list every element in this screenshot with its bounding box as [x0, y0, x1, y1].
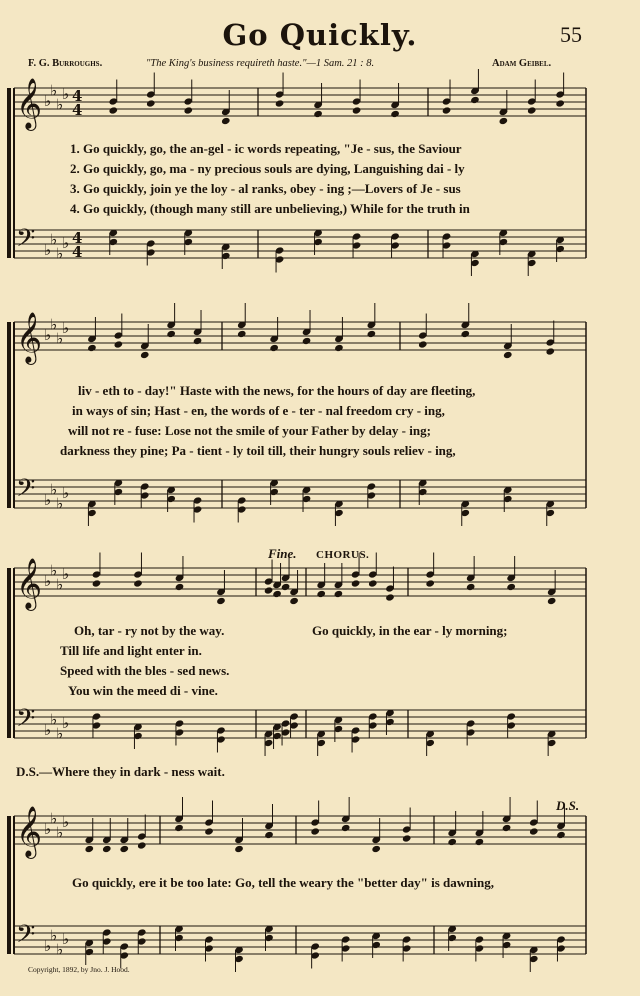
note-head	[193, 337, 203, 345]
treble-clef: 𝄞	[16, 312, 43, 363]
flat-sign: ♭	[62, 930, 70, 948]
flat-sign: ♭	[56, 823, 64, 842]
flat-sign: ♭	[44, 326, 52, 344]
flat-sign: ♭	[44, 92, 52, 110]
note-head	[503, 351, 513, 359]
ds-instruction: D.S.—Where they in dark - ness wait.	[16, 764, 225, 779]
chorus-line-2: Go quickly, ere it be too late: Go, tell the weary the "better day" is dawning,	[72, 875, 494, 890]
bass-clef: 𝄢	[16, 224, 36, 259]
verse-1-line-3: Oh, tar - ry not by the way.	[74, 623, 225, 638]
flat-sign: ♭	[50, 81, 58, 100]
note-head	[555, 99, 565, 107]
verse-3-line-2: will not re - fuse: Lose not the smile of your Father by delay - ing;	[68, 423, 431, 438]
flat-sign: ♭	[56, 329, 64, 348]
system-brace	[7, 322, 11, 508]
flat-sign: ♭	[50, 315, 58, 334]
note-head	[425, 579, 435, 587]
note-head	[313, 110, 323, 118]
note-head	[137, 841, 147, 849]
note-head	[556, 831, 566, 839]
note-head	[310, 827, 320, 835]
flat-sign: ♭	[62, 319, 70, 337]
note-head	[275, 99, 285, 107]
verse-4-line-1: 4. Go quickly, (though many still are unbelieving,) While for the truth in	[70, 201, 470, 216]
note-head	[174, 824, 184, 832]
note-head	[84, 845, 94, 853]
note-head	[470, 96, 480, 104]
note-head	[368, 579, 378, 587]
system-brace	[7, 816, 11, 954]
flat-sign: ♭	[50, 561, 58, 580]
flat-sign: ♭	[50, 710, 58, 729]
note-head	[475, 838, 485, 846]
treble-clef: 𝄞	[16, 78, 43, 129]
note-head	[316, 590, 326, 598]
note-head	[140, 351, 150, 359]
note-head	[102, 845, 112, 853]
verse-3-line-3: Speed with the bles - sed news.	[60, 663, 230, 678]
note-head	[334, 344, 344, 352]
note-head	[506, 583, 516, 591]
flat-sign: ♭	[44, 820, 52, 838]
system-brace	[7, 568, 11, 738]
flat-sign: ♭	[62, 234, 70, 252]
verse-1-line-2: liv - eth to - day!" Haste with the news, for the hours of day are fleeting,	[78, 383, 476, 398]
note-head	[264, 586, 274, 594]
note-head	[402, 834, 412, 842]
flat-sign: ♭	[62, 484, 70, 502]
page-number: 55	[560, 22, 582, 47]
note-head	[502, 824, 512, 832]
note-head	[92, 579, 102, 587]
verse-4-line-2: darkness they pine; Pa - tient - ly toil till, their hungry souls reliev - ing,	[60, 443, 456, 458]
note-head	[216, 597, 226, 605]
verse-3-line-1: 3. Go quickly, join ye the loy - al ranks, obey - ing ;—Lovers of Je - sus	[70, 181, 461, 196]
note-head	[119, 845, 129, 853]
time-signature-digit: 4	[72, 101, 83, 119]
hymn-title: Go Quickly.	[222, 18, 418, 52]
note-head	[87, 344, 97, 352]
time-signature-digit: 4	[72, 87, 83, 105]
note-head	[466, 583, 476, 591]
note-head	[146, 99, 156, 107]
note-head	[371, 845, 381, 853]
note-head	[234, 845, 244, 853]
verse-2-line-2: in ways of sin; Hast - en, the words of e - ter - nal freedom cry - ing,	[72, 403, 445, 418]
music-system-4	[0, 808, 640, 978]
flat-sign: ♭	[56, 244, 64, 263]
verse-2-line-1: 2. Go quickly, go, ma - ny precious souls are dying, Languishing dai - ly	[70, 161, 465, 176]
note-head	[460, 330, 470, 338]
note-head	[529, 827, 539, 835]
note-head	[390, 110, 400, 118]
note-head	[289, 597, 299, 605]
chorus-line-1: Go quickly, in the ear - ly morning;	[312, 623, 508, 638]
system-brace	[7, 88, 11, 258]
treble-clef: 𝄞	[16, 806, 43, 857]
chorus-label: CHORUS.	[316, 549, 370, 561]
flat-sign: ♭	[56, 494, 64, 513]
flat-sign: ♭	[44, 937, 52, 955]
flat-sign: ♭	[62, 813, 70, 831]
flat-sign: ♭	[62, 565, 70, 583]
time-signature-digit: 4	[72, 243, 83, 261]
note-head	[418, 340, 428, 348]
note-head	[204, 827, 214, 835]
note-head	[114, 340, 124, 348]
bass-clef: 𝄢	[16, 474, 36, 509]
note-head	[175, 583, 185, 591]
note-head	[302, 337, 312, 345]
fine-marker: Fine.	[268, 546, 297, 561]
verse-4-line-3: You win the meed di - vine.	[68, 683, 218, 698]
note-head	[545, 347, 555, 355]
note-head	[547, 597, 557, 605]
note-head	[527, 106, 537, 114]
epigraph: "The King's business requireth haste."—1 Sam. 21 : 8.	[146, 58, 375, 69]
flat-sign: ♭	[50, 230, 58, 249]
flat-sign: ♭	[44, 721, 52, 739]
note-head	[341, 824, 351, 832]
flat-sign: ♭	[44, 491, 52, 509]
ds-marker: D.S.	[556, 798, 580, 813]
verse-1-line-1: 1. Go quickly, go, the an-gel - ic words repeating, "Je - sus, the Saviour	[70, 141, 462, 156]
flat-sign: ♭	[50, 480, 58, 499]
flat-sign: ♭	[50, 809, 58, 828]
note-head	[334, 590, 344, 598]
note-head	[442, 106, 452, 114]
flat-sign: ♭	[50, 926, 58, 945]
note-head	[499, 117, 509, 125]
bass-clef: 𝄢	[16, 704, 36, 739]
note-head	[133, 579, 143, 587]
note-head	[183, 106, 193, 114]
note-head	[264, 831, 274, 839]
note-head	[447, 838, 457, 846]
copyright-notice: Copyright, 1892, by Jno. J. Hood.	[28, 965, 130, 974]
flat-sign: ♭	[62, 714, 70, 732]
time-signature-digit: 4	[72, 229, 83, 247]
treble-clef: 𝄞	[16, 558, 43, 609]
note-head	[281, 583, 291, 591]
note-head	[272, 590, 282, 598]
note-head	[385, 593, 395, 601]
flat-sign: ♭	[62, 85, 70, 103]
note-head	[221, 117, 231, 125]
composer-credit: Adam Geibel.	[492, 58, 552, 69]
note-head	[351, 579, 361, 587]
note-head	[108, 106, 118, 114]
note-head	[367, 330, 377, 338]
flat-sign: ♭	[44, 572, 52, 590]
verse-2-line-3: Till life and light enter in.	[60, 643, 202, 658]
note-head	[166, 330, 176, 338]
note-head	[352, 106, 362, 114]
flat-sign: ♭	[56, 940, 64, 959]
author-credit: F. G. Burroughs.	[28, 58, 103, 69]
flat-sign: ♭	[56, 724, 64, 743]
note-head	[269, 344, 279, 352]
flat-sign: ♭	[44, 241, 52, 259]
flat-sign: ♭	[56, 95, 64, 114]
bass-clef: 𝄢	[16, 920, 36, 955]
note-head	[237, 330, 247, 338]
flat-sign: ♭	[56, 575, 64, 594]
